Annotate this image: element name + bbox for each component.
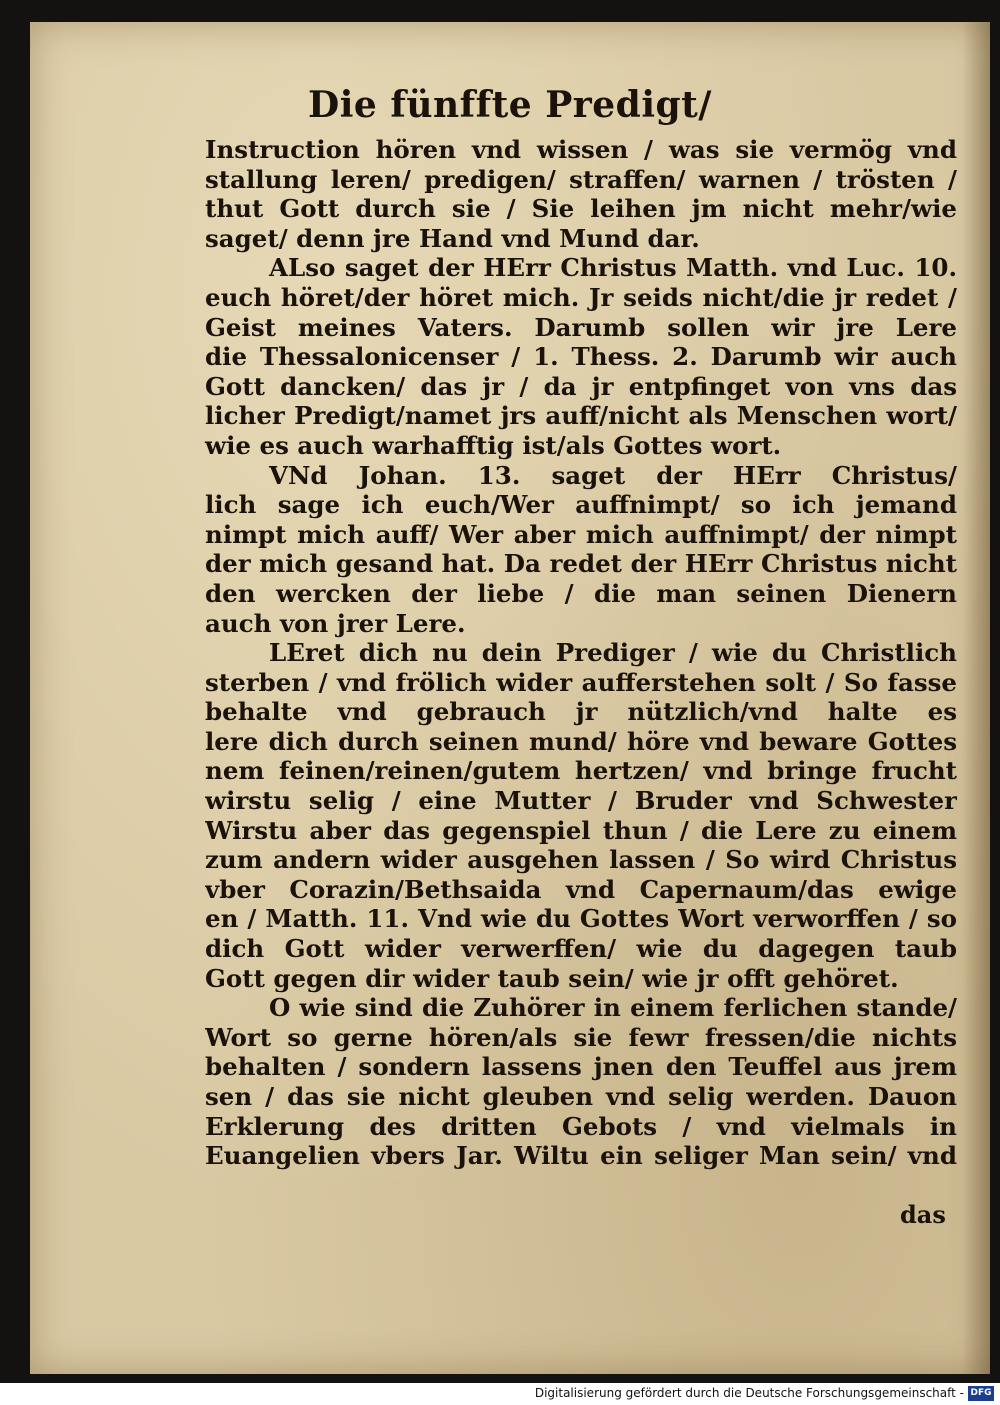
text-line: VNd Johan. 13. saget der HErr Christus/ xyxy=(269,460,957,490)
text-line: thut Gott durch sie / Sie leihen jm nicht mehr/wie xyxy=(205,194,957,224)
text-line: en / Matth. 11. Vnd wie du Gottes Wort verworffen / so xyxy=(205,904,957,934)
text-line: licher Predigt/namet jrs auff/nicht als Menschen wort/ xyxy=(205,401,957,431)
text-line: lere dich durch seinen mund/ höre vnd beware Gottes xyxy=(205,726,957,756)
text-line: wie es auch warhafftig ist/als Gottes wort. xyxy=(205,430,782,460)
text-line: nem feinen/reinen/gutem hertzen/ vnd bringe frucht xyxy=(205,756,957,786)
text-line: die Thessalonicenser / 1. Thess. 2. Darumb wir auch xyxy=(205,342,957,372)
text-line: Instruction hören vnd wissen / was sie vermög vnd xyxy=(205,135,957,164)
text-line: nimpt mich auff/ Wer aber mich auffnimpt/ der nimpt xyxy=(205,519,957,549)
text-line: sterben / vnd frölich wider aufferstehen solt / So fasse xyxy=(205,667,957,697)
text-line: lich sage ich euch/Wer auffnimpt/ so ich jemand xyxy=(205,490,957,520)
text-line: saget/ denn jre Hand vnd Mund dar. xyxy=(205,223,700,253)
text-line: stallung leren/ predigen/ straffen/ warnen / trösten / xyxy=(205,164,957,194)
footer-bar xyxy=(0,1383,1000,1405)
text-line: zum andern wider ausgehen lassen / So wird Christus xyxy=(205,845,957,875)
text-line: Erklerung des dritten Gebots / vnd vielmals in xyxy=(205,1111,957,1141)
funding-credit: Digitalisierung gefördert durch die Deutsche Forschungsgemeinschaft - xyxy=(534,1386,964,1400)
page-gutter-shadow xyxy=(962,22,990,1374)
text-line: O wie sind die Zuhörer in einem ferlichen stande/ xyxy=(269,993,957,1023)
text-line: Wort so gerne hören/als sie fewr fressen/die nichts xyxy=(205,1022,957,1052)
text-line: Gott dancken/ das jr / da jr entpfinget von vns das xyxy=(205,371,957,401)
text-line: der mich gesand hat. Da redet der HErr Christus nicht xyxy=(205,549,957,579)
text-line: Euangelien vbers Jar. Wiltu ein seliger Man sein/ vnd xyxy=(205,1141,957,1171)
running-head: Die fünffte Predigt/ xyxy=(308,84,712,126)
text-line: auch von jrer Lere. xyxy=(205,608,466,638)
text-line: LEret dich nu dein Prediger / wie du Christlich xyxy=(269,638,957,668)
text-line: den wercken der liebe / die man seinen Dienern xyxy=(205,578,957,608)
text-line: behalte vnd gebrauch jr nützlich/vnd halte es xyxy=(205,697,957,727)
body-text xyxy=(205,135,957,1171)
text-line: Gott gegen dir wider taub sein/ wie jr offt gehöret. xyxy=(205,963,899,993)
text-line: ALso saget der HErr Christus Matth. vnd Luc. 10. xyxy=(269,253,957,283)
text-line: euch höret/der höret mich. Jr seids nicht/die jr redet / xyxy=(205,282,957,312)
text-line: wirstu selig / eine Mutter / Bruder vnd Schwester xyxy=(205,786,957,816)
book-page xyxy=(30,22,990,1374)
text-line: vber Corazin/Bethsaida vnd Capernaum/das ewige xyxy=(205,874,957,904)
catchword: das xyxy=(900,1200,946,1229)
text-line: behalten / sondern lassens jnen den Teuffel aus jrem xyxy=(205,1052,957,1082)
text-line: Wirstu aber das gegenspiel thun / die Lere zu einem xyxy=(205,815,957,845)
dfg-logo: DFG xyxy=(968,1386,994,1401)
text-line: dich Gott wider verwerffen/ wie du dagegen taub xyxy=(205,934,957,964)
text-line: sen / das sie nicht gleuben vnd selig werden. Dauon xyxy=(205,1082,957,1111)
text-line: Geist meines Vaters. Darumb sollen wir jre Lere xyxy=(205,312,957,342)
